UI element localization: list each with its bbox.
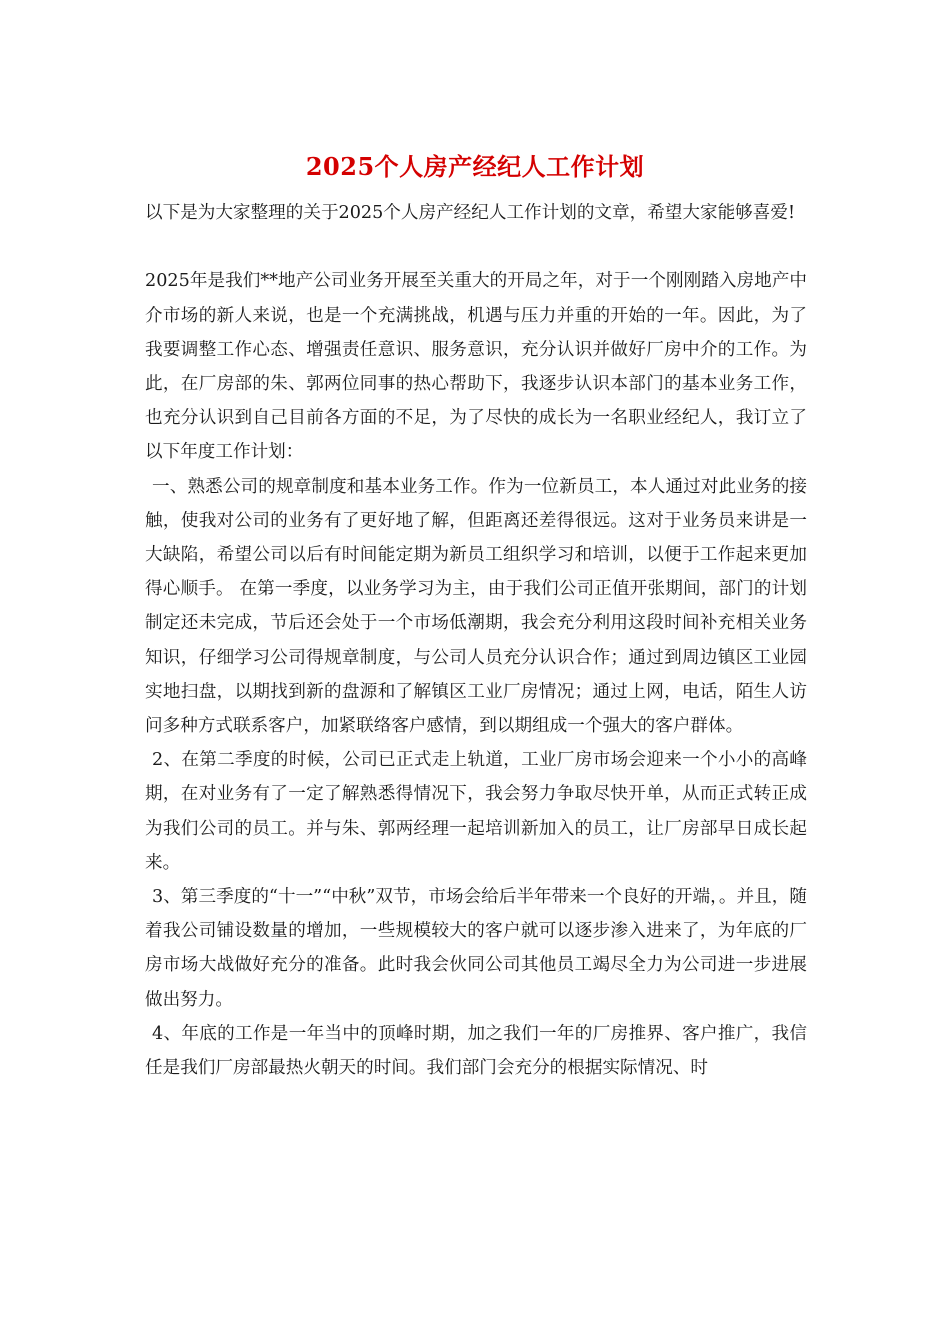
body-paragraph: 2025年是我们**地产公司业务开展至关重大的开局之年，对于一个刚刚踏入房地产中介市场的新人来说，也是一个充满挑战，机遇与压力并重的开始的一年。因此，为了我要调整工作心态、增强责任意识、服务意识，充分认识并做好厂房中介的工作。为此，在厂房部的朱、郭两位同事的热心帮助下，我逐步认识本部门的基本业务工作，也充分认识到自己目前各方面的不足，为了尽快的成长为一名职业经纪人，我订立了以下年度工作计划： (145, 271, 807, 463)
body-paragraph: 2、在第二季度的时候，公司已正式走上轨道，工业厂房市场会迎来一个小小的高峰期，在对业务有了一定了解熟悉得情况下，我会努力争取尽快开单，从而正式转正成为我们公司的员工。并与朱、郭两经理一起培训新加入的员工，让厂房部早日成长起来。 (145, 750, 807, 873)
body-paragraph: 4、年底的工作是一年当中的顶峰时期，加之我们一年的厂房推界、客户推广，我信任是我们厂房部最热火朝天的时间。我们部门会充分的根据实际情况、时 (145, 1023, 807, 1079)
body-paragraph: 3、第三季度的“十一”“中秋”双节，市场会给后半年带来一个良好的开端，。并且，随着我公司铺设数量的增加，一些规模较大的客户就可以逐步渗入进来了，为年底的厂房市场大战做好充分的准备。此时我会伙同公司其他员工竭尽全力为公司进一步进展做出努力。 (145, 887, 807, 1010)
document-body (145, 196, 807, 1085)
body-paragraph: 一、熟悉公司的规章制度和基本业务工作。作为一位新员工，本人通过对此业务的接触，使我对公司的业务有了更好地了解，但距离还差得很远。这对于业务员来讲是一大缺陷，希望公司以后有时间能定期为新员工组织学习和培训，以便于工作起来更加得心顺手。 在第一季度，以业务学习为主，由于我们公司正值开张期间，部门的计划制定还未完成，节后还会处于一个市场低潮期，我会充分利用这段时间补充相关业务知识，仔细学习公司得规章制度，与公司人员充分认识合作；通过到周边镇区工业园实地扫盘，以期找到新的盘源和了解镇区工业厂房情况；通过上网，电话，陌生人访问多种方式联系客户，加紧联络客户感情，到以期组成一个强大的客户群体。 (145, 476, 807, 737)
document-title: 2025个人房产经纪人工作计划 (305, 152, 645, 181)
intro-paragraph: 以下是为大家整理的关于2025个人房产经纪人工作计划的文章，希望大家能够喜爱! (145, 203, 796, 223)
